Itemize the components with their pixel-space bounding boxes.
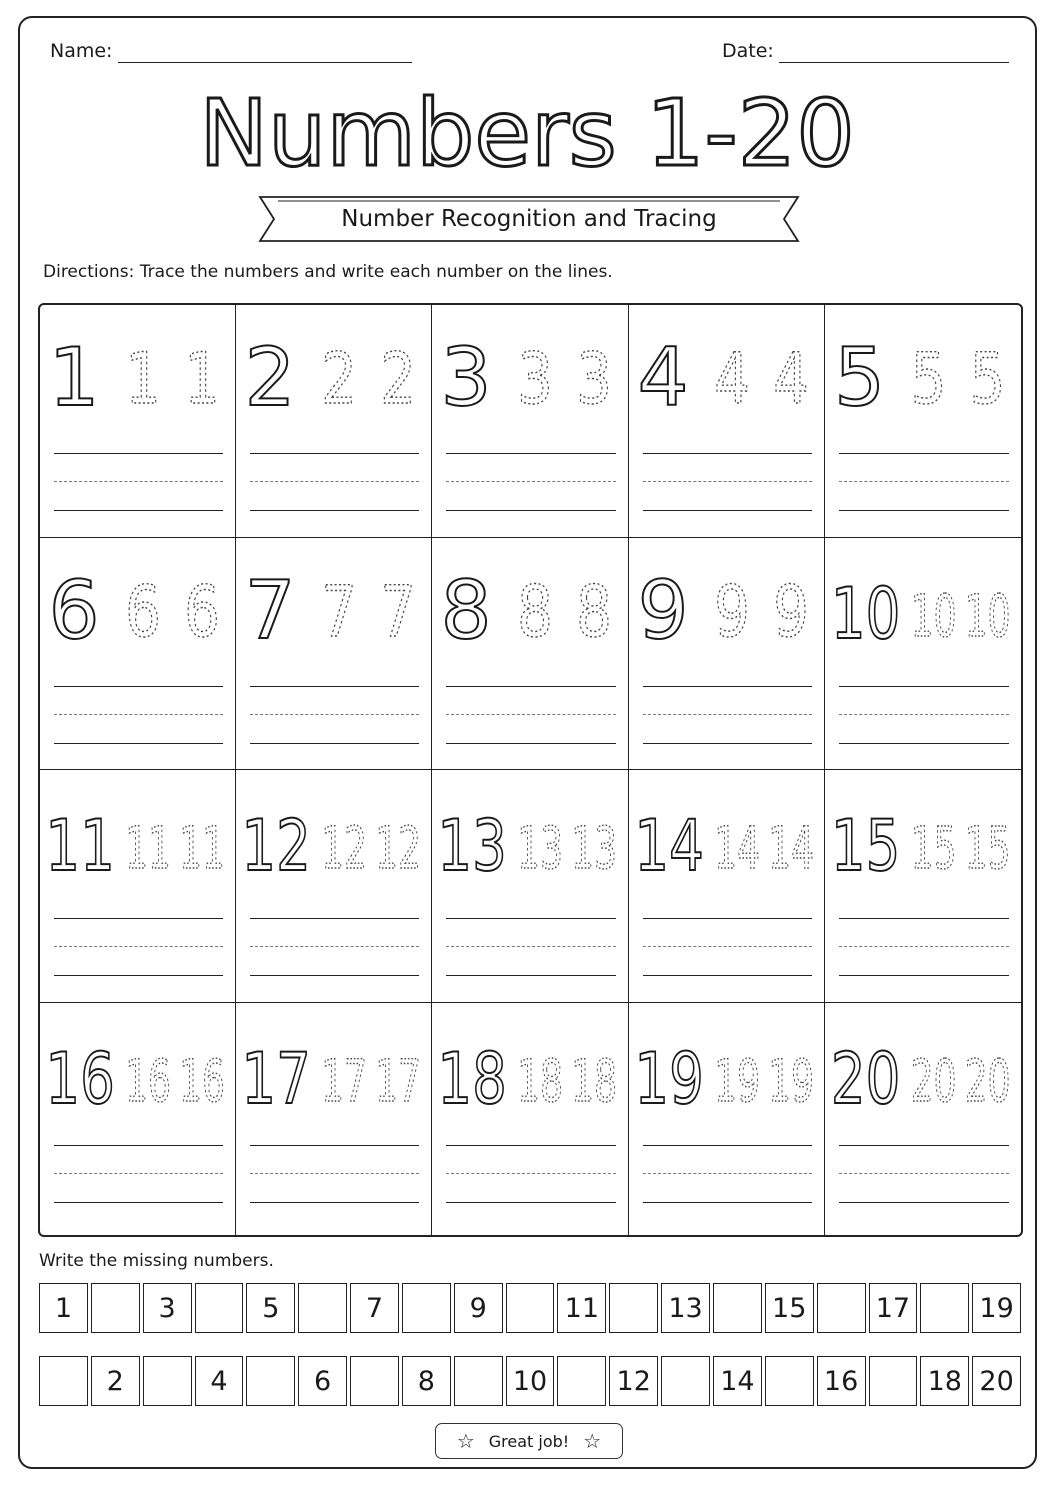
trace-number: 15 [964, 815, 1011, 883]
date-label: Date: [722, 40, 774, 62]
tracing-numbers [825, 770, 1021, 900]
model-number: 1 [48, 331, 100, 424]
writing-midline[interactable] [839, 714, 1009, 715]
writing-line[interactable] [54, 510, 223, 511]
writing-midline[interactable] [643, 1173, 812, 1174]
given-number-box: 9 [454, 1283, 503, 1333]
tracing-numbers [629, 538, 824, 668]
model-number: 6 [48, 563, 100, 657]
blank-number-box[interactable] [454, 1356, 503, 1406]
writing-line[interactable] [54, 453, 223, 454]
great-job-text: Great job! [488, 1431, 570, 1451]
tracing-cell [40, 305, 236, 538]
given-number-box: 12 [609, 1356, 658, 1406]
writing-line[interactable] [839, 510, 1009, 511]
blank-number-box[interactable] [765, 1356, 814, 1406]
trace-number: 6 [184, 570, 220, 653]
trace-number: 9 [713, 570, 750, 653]
given-number-box: 7 [350, 1283, 399, 1333]
directions-text: Directions: Trace the numbers and write each number on the lines. [43, 262, 613, 282]
trace-number: 1 [184, 337, 220, 420]
writing-line[interactable] [643, 453, 812, 454]
trace-number: 9 [772, 570, 809, 653]
given-number-box: 2 [91, 1356, 140, 1406]
tracing-cell [825, 305, 1021, 538]
tracing-cell [40, 538, 236, 771]
given-number-box: 19 [972, 1283, 1021, 1333]
tracing-numbers [40, 1003, 235, 1133]
tracing-cell [825, 538, 1021, 771]
tracing-cell [825, 770, 1021, 1003]
name-label: Name: [50, 40, 113, 62]
model-number: 19 [633, 1037, 704, 1120]
model-number: 18 [437, 1037, 508, 1120]
model-number: 2 [244, 331, 296, 424]
given-number-box: 10 [506, 1356, 555, 1406]
tracing-cell [432, 1003, 628, 1236]
tracing-numbers [432, 1003, 627, 1133]
missing-numbers-row-1 [39, 1283, 1021, 1335]
trace-number: 8 [517, 570, 554, 653]
writing-line[interactable] [643, 743, 812, 744]
tracing-numbers [40, 538, 235, 668]
trace-number: 12 [375, 815, 422, 883]
missing-numbers-label: Write the missing numbers. [39, 1251, 274, 1271]
tracing-numbers [236, 1003, 431, 1133]
trace-number: 5 [969, 337, 1006, 420]
trace-number: 3 [576, 337, 613, 420]
trace-number: 18 [571, 1047, 618, 1115]
writing-line[interactable] [839, 975, 1009, 976]
model-number: 4 [637, 331, 689, 424]
tracing-numbers [40, 770, 235, 900]
tracing-numbers [432, 538, 627, 668]
writing-line[interactable] [250, 918, 419, 919]
writing-midline[interactable] [446, 481, 615, 482]
writing-midline[interactable] [54, 714, 223, 715]
blank-number-box[interactable] [143, 1356, 192, 1406]
given-number-box: 5 [246, 1283, 295, 1333]
trace-number: 12 [321, 815, 368, 883]
tracing-grid [38, 303, 1023, 1237]
writing-line[interactable] [54, 1145, 223, 1146]
svg-text:Numbers 1-20: Numbers 1-20 [199, 80, 855, 187]
writing-line[interactable] [250, 743, 419, 744]
writing-line[interactable] [250, 1202, 419, 1203]
given-number-box: 11 [557, 1283, 606, 1333]
trace-number: 19 [767, 1047, 814, 1115]
tracing-cell [629, 1003, 825, 1236]
tracing-cell [236, 538, 432, 771]
tracing-cell [40, 770, 236, 1003]
given-number-box: 15 [765, 1283, 814, 1333]
trace-number: 20 [910, 1047, 957, 1115]
writing-midline[interactable] [54, 1173, 223, 1174]
given-number-box: 4 [195, 1356, 244, 1406]
blank-number-box[interactable] [869, 1356, 918, 1406]
trace-number: 6 [125, 570, 161, 653]
tracing-cell [629, 305, 825, 538]
writing-line[interactable] [839, 1202, 1009, 1203]
given-number-box: 3 [143, 1283, 192, 1333]
writing-line[interactable] [446, 510, 615, 511]
tracing-cell [432, 538, 628, 771]
tracing-numbers [432, 770, 627, 900]
subtitle: Number Recognition and Tracing [341, 206, 717, 232]
blank-number-box[interactable] [402, 1283, 451, 1333]
model-number: 5 [833, 331, 885, 424]
blank-number-box[interactable] [39, 1356, 88, 1406]
trace-number: 2 [321, 337, 358, 420]
blank-number-box[interactable] [506, 1283, 555, 1333]
trace-number: 16 [125, 1047, 171, 1115]
tracing-cell [432, 305, 628, 538]
writing-midline[interactable] [839, 481, 1009, 482]
given-number-box: 13 [661, 1283, 710, 1333]
tracing-cell [825, 1003, 1021, 1236]
trace-number: 7 [380, 570, 417, 653]
blank-number-box[interactable] [920, 1283, 969, 1333]
writing-midline[interactable] [54, 481, 223, 482]
writing-line[interactable] [643, 510, 812, 511]
trace-number: 1 [125, 337, 161, 420]
model-number: 3 [441, 331, 492, 424]
writing-line[interactable] [54, 1202, 223, 1203]
tracing-cell [236, 1003, 432, 1236]
trace-number: 10 [964, 582, 1011, 650]
trace-number: 15 [910, 815, 957, 883]
writing-midline[interactable] [839, 1173, 1009, 1174]
writing-line[interactable] [250, 510, 419, 511]
trace-number: 16 [179, 1047, 225, 1115]
trace-number: 5 [910, 337, 947, 420]
writing-line[interactable] [446, 1145, 615, 1146]
given-number-box: 17 [869, 1283, 918, 1333]
writing-midline[interactable] [446, 946, 615, 947]
tracing-numbers [432, 305, 627, 435]
writing-line[interactable] [839, 743, 1009, 744]
writing-midline[interactable] [839, 946, 1009, 947]
trace-number: 11 [179, 815, 225, 883]
tracing-cell [432, 770, 628, 1003]
writing-line[interactable] [446, 743, 615, 744]
trace-number: 13 [571, 815, 618, 883]
given-number-box: 6 [298, 1356, 347, 1406]
blank-number-box[interactable] [609, 1283, 658, 1333]
blank-number-box[interactable] [661, 1356, 710, 1406]
writing-midline[interactable] [446, 714, 615, 715]
trace-number: 4 [772, 337, 809, 420]
writing-midline[interactable] [54, 946, 223, 947]
tracing-numbers [825, 1003, 1021, 1133]
trace-number: 7 [321, 570, 358, 653]
writing-midline[interactable] [643, 946, 812, 947]
trace-number: 2 [380, 337, 417, 420]
blank-number-box[interactable] [195, 1283, 244, 1333]
trace-number: 11 [125, 815, 171, 883]
writing-line[interactable] [250, 1145, 419, 1146]
writing-line[interactable] [446, 975, 615, 976]
model-number: 12 [241, 805, 312, 887]
model-number: 7 [244, 563, 296, 657]
tracing-numbers [825, 305, 1021, 435]
model-number: 10 [830, 572, 901, 655]
great-job-badge [435, 1423, 623, 1459]
writing-line[interactable] [446, 453, 615, 454]
trace-number: 3 [517, 337, 554, 420]
tracing-numbers [629, 305, 824, 435]
writing-midline[interactable] [250, 714, 419, 715]
tracing-cell [236, 305, 432, 538]
star-icon: ☆ [456, 1429, 475, 1453]
model-number: 15 [830, 805, 901, 887]
tracing-numbers [629, 770, 824, 900]
writing-line[interactable] [643, 1202, 812, 1203]
given-number-box: 1 [39, 1283, 88, 1333]
model-number: 13 [437, 805, 508, 887]
missing-numbers-row-2 [39, 1356, 1021, 1408]
trace-number: 19 [713, 1047, 760, 1115]
model-number: 8 [441, 563, 492, 657]
tracing-cell [40, 1003, 236, 1236]
star-icon: ☆ [583, 1429, 602, 1453]
blank-number-box[interactable] [817, 1283, 866, 1333]
given-number-box: 20 [972, 1356, 1021, 1406]
trace-number: 20 [964, 1047, 1011, 1115]
trace-number: 10 [910, 582, 957, 650]
writing-midline[interactable] [446, 1173, 615, 1174]
trace-number: 17 [375, 1047, 422, 1115]
blank-number-box[interactable] [557, 1356, 606, 1406]
tracing-numbers [825, 538, 1021, 668]
writing-midline[interactable] [250, 1173, 419, 1174]
blank-number-box[interactable] [713, 1283, 762, 1333]
model-number: 16 [45, 1037, 115, 1120]
model-number: 11 [45, 805, 115, 887]
writing-line[interactable] [250, 453, 419, 454]
date-line[interactable] [779, 62, 1009, 63]
writing-line[interactable] [446, 1202, 615, 1203]
writing-line[interactable] [250, 686, 419, 687]
tracing-numbers [236, 538, 431, 668]
writing-line[interactable] [839, 1145, 1009, 1146]
blank-number-box[interactable] [246, 1356, 295, 1406]
tracing-numbers [629, 1003, 824, 1133]
tracing-numbers [236, 305, 431, 435]
writing-line[interactable] [54, 743, 223, 744]
model-number: 17 [241, 1037, 312, 1120]
page-title [0, 80, 1055, 190]
writing-line[interactable] [54, 975, 223, 976]
writing-line[interactable] [839, 686, 1009, 687]
tracing-numbers [40, 305, 235, 435]
blank-number-box[interactable] [350, 1356, 399, 1406]
writing-line[interactable] [54, 918, 223, 919]
writing-line[interactable] [839, 453, 1009, 454]
model-number: 9 [637, 563, 689, 657]
writing-midline[interactable] [643, 714, 812, 715]
writing-line[interactable] [643, 975, 812, 976]
tracing-cell [629, 538, 825, 771]
writing-line[interactable] [54, 686, 223, 687]
trace-number: 4 [713, 337, 750, 420]
writing-line[interactable] [643, 1145, 812, 1146]
tracing-cell [236, 770, 432, 1003]
model-number: 14 [633, 805, 704, 887]
blank-number-box[interactable] [298, 1283, 347, 1333]
writing-midline[interactable] [643, 481, 812, 482]
blank-number-box[interactable] [91, 1283, 140, 1333]
trace-number: 17 [321, 1047, 368, 1115]
given-number-box: 16 [817, 1356, 866, 1406]
writing-line[interactable] [839, 918, 1009, 919]
trace-number: 18 [517, 1047, 564, 1115]
model-number: 20 [830, 1037, 901, 1120]
writing-line[interactable] [446, 918, 615, 919]
writing-midline[interactable] [250, 946, 419, 947]
trace-number: 14 [713, 815, 760, 883]
writing-midline[interactable] [250, 481, 419, 482]
trace-number: 13 [517, 815, 564, 883]
name-line[interactable] [118, 62, 412, 63]
writing-line[interactable] [250, 975, 419, 976]
writing-line[interactable] [643, 686, 812, 687]
writing-line[interactable] [446, 686, 615, 687]
trace-number: 14 [767, 815, 814, 883]
given-number-box: 18 [920, 1356, 969, 1406]
tracing-numbers [236, 770, 431, 900]
writing-line[interactable] [643, 918, 812, 919]
trace-number: 8 [576, 570, 613, 653]
given-number-box: 14 [713, 1356, 762, 1406]
tracing-cell [629, 770, 825, 1003]
given-number-box: 8 [402, 1356, 451, 1406]
